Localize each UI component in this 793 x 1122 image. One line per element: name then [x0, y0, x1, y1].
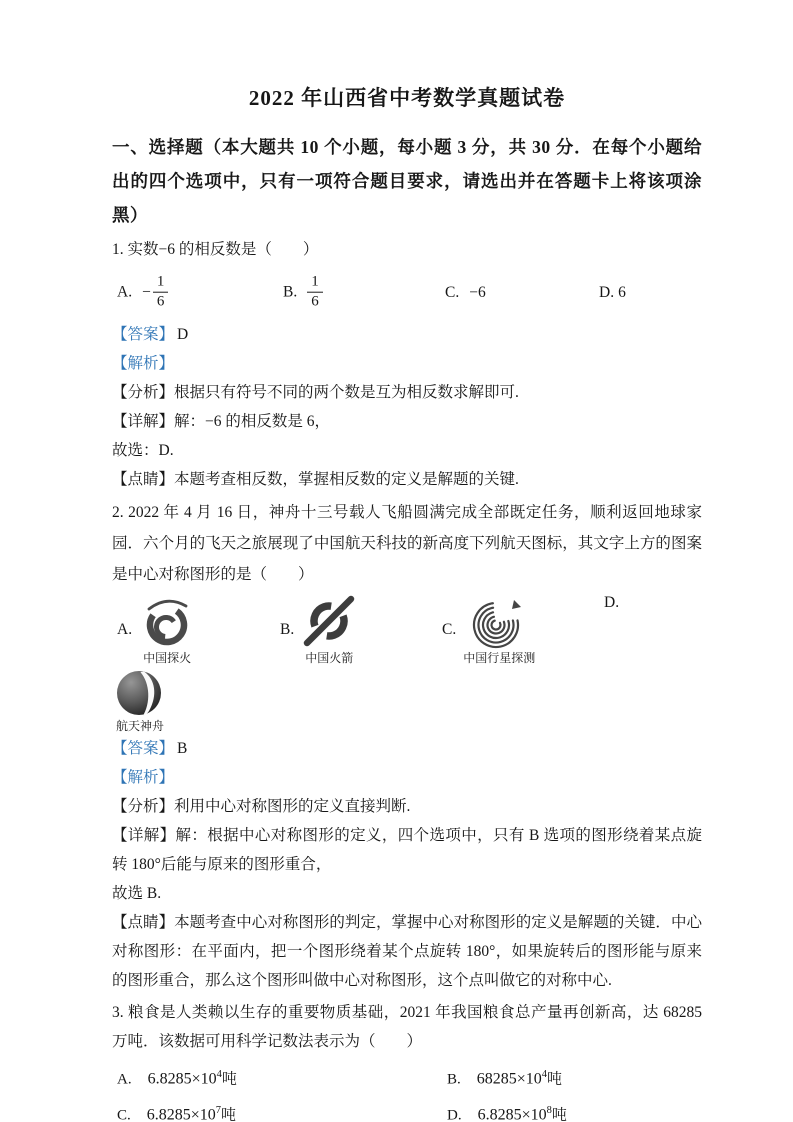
q3-options-row-2: [112, 1096, 702, 1122]
china-planetary-exploration-logo-icon: [471, 594, 527, 650]
q1-solution-line: 【详解】解：−6 的相反数是 6，: [112, 413, 330, 430]
option-label: C.: [117, 1107, 131, 1122]
option-value: 6.8285×10: [147, 1070, 217, 1088]
exponent: 8: [546, 1105, 552, 1117]
option-label: C.: [442, 621, 457, 638]
logo-caption: 航天神舟: [116, 719, 165, 733]
analysis-tag: 【解析】: [112, 355, 175, 372]
answer-tag: 【答案】: [112, 326, 175, 343]
answer-value: D: [177, 326, 189, 343]
section-heading: 一、选择题（本大题共 10 个小题，每小题 3 分，共 30 分．在每个小题给出的四个选项中，只有一项符合题目要求，请选出并在答题卡上将该项涂黑）: [112, 137, 702, 225]
q1-option-a: [117, 275, 168, 312]
q2-analysis-line: 【分析】利用中心对称图形的定义直接判断.: [112, 798, 411, 815]
q2-option-d-label: [604, 594, 626, 612]
q3-option-b: [447, 1068, 562, 1089]
fraction: [153, 274, 169, 311]
q2-options-row: [112, 594, 702, 670]
logo-caption: 中国探火: [143, 651, 192, 665]
option-label: A.: [117, 283, 133, 301]
q2-answer-line: [112, 734, 702, 763]
q1-analysis-line: 【分析】根据只有符号不同的两个数是互为相反数求解即可.: [112, 384, 519, 401]
fraction-numerator: 1: [153, 274, 169, 293]
option-label: A.: [117, 621, 133, 638]
fraction-numerator: 1: [307, 274, 323, 293]
option-value: −6: [469, 284, 486, 301]
q1-option-d: [599, 284, 626, 302]
q2-stem: 2. 2022 年 4 月 16 日，神舟十三号载人飞船圆满完成全部既定任务，顺利返回地球家园．六个月的飞天之旅展现了中国航天科技的新高度下列航天图标，其文字上方的图案是中心对称图形的是（ ）: [112, 504, 702, 583]
option-label: B.: [447, 1071, 461, 1088]
option-label: B.: [280, 621, 295, 638]
unit: 吨: [221, 1107, 237, 1122]
q1-option-b: [283, 275, 323, 312]
q3-options-row-1: [112, 1060, 702, 1096]
china-mars-exploration-logo-icon: [139, 594, 195, 650]
option-label: B.: [283, 283, 298, 301]
q1-options-row: [112, 266, 702, 320]
fraction-denominator: 6: [156, 293, 165, 310]
question-3: [112, 998, 702, 1122]
q2-option-a: [117, 594, 195, 666]
fraction: [307, 274, 323, 311]
q2-conclusion-line: 故选 B.: [112, 885, 162, 902]
q1-note-line: 【点睛】本题考查相反数，掌握相反数的定义是解题的关键.: [112, 471, 519, 488]
answer-tag: 【答案】: [112, 740, 175, 757]
q1-analysis-tag-line: [112, 349, 702, 378]
minus-sign: −: [142, 283, 151, 301]
option-label: D.: [447, 1107, 462, 1122]
q2-note-line: 【点睛】本题考查中心对称图形的判定，掌握中心对称图形的定义是解题的关键．中心对称图形：在平面内，把一个图形绕着某个点旋转 180°，如果旋转后的图形能与原来的图形重合，那么这个图形叫做中心对称图形，这个点叫做它的对称中心.: [112, 914, 702, 989]
q3-option-a: [117, 1068, 237, 1089]
q1-conclusion-line: 故选：D.: [112, 442, 174, 459]
q3-option-c: [117, 1104, 236, 1122]
q3-stem: 3. 粮食是人类赖以生存的重要物质基础，2021 年我国粮食总产量再创新高，达 68285 万吨．该数据可用科学记数法表示为（ ）: [112, 1004, 702, 1050]
option-value: 6.8285×10: [477, 1106, 547, 1122]
logo-box: [139, 594, 195, 666]
fraction-denominator: 6: [311, 293, 319, 310]
exponent: 4: [216, 1069, 222, 1081]
option-value: 6.8285×10: [146, 1106, 216, 1122]
logo-caption: 中国行星探测: [463, 651, 536, 665]
page-content: [112, 0, 702, 1122]
q2-option-d-logo: [116, 670, 702, 734]
option-value: 6: [618, 284, 626, 301]
unit: 吨: [221, 1071, 237, 1088]
option-label: C.: [445, 284, 460, 301]
shenzhou-spacecraft-logo-icon: [116, 670, 164, 718]
exponent: 7: [215, 1105, 222, 1117]
china-rocket-logo-icon: [301, 594, 357, 650]
q2-solution-line: 【详解】解：根据中心对称图形的定义，四个选项中，只有 B 选项的图形绕着某点旋转 180°后能与原来的图形重合，: [112, 827, 702, 873]
logo-box: [301, 594, 357, 666]
logo-box: [116, 670, 164, 734]
q1-answer-line: [112, 320, 702, 349]
option-value: 68285×10: [476, 1070, 542, 1088]
option-label: A.: [117, 1071, 132, 1088]
option-label: D.: [604, 594, 620, 611]
q2-option-c: [442, 594, 535, 666]
analysis-tag: 【解析】: [112, 769, 175, 786]
answer-value: B: [177, 740, 188, 757]
logo-caption: 中国火箭: [305, 651, 354, 665]
q1-stem: 1. 实数−6 的相反数是（ ）: [112, 241, 319, 258]
unit: 吨: [547, 1071, 563, 1088]
exponent: 4: [541, 1069, 548, 1081]
q2-option-b: [280, 594, 357, 666]
q1-option-c: [445, 284, 486, 302]
option-label: D.: [599, 284, 615, 301]
question-1: [112, 235, 702, 494]
logo-box: [463, 594, 535, 666]
q3-option-d: [447, 1104, 567, 1122]
unit: 吨: [551, 1107, 567, 1122]
page-title: 2022 年山西省中考数学真题试卷: [248, 86, 566, 110]
q2-analysis-tag-line: [112, 763, 702, 792]
question-2: [112, 497, 702, 995]
